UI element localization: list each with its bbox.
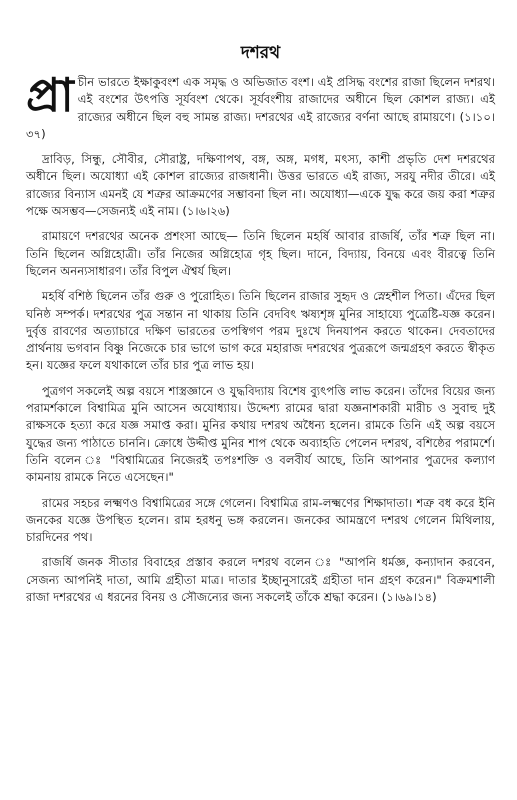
paragraph-5: পুত্রগণ সকলেই অল্প বয়সে শাস্ত্রজ্ঞানে ও যুদ্ধবিদ্যায় বিশেষ ব্যুৎপত্তি লাভ করেন। তাঁদের বিয়ের জন্য পরামর্শকালে বিশ্বামিত্র মুনি আসেন অযোধ্যায়। উদ্দেশ্য রামের দ্বারা যজ্ঞনাশকারী মারীচ ও সুবাহু দুই রাক্ষসকে হত্যা করে যজ্ঞ সমাপ্ত করা। মুনির কথায় দশরথ অধৈন্য হলেন। রামকে তিনি এই অল্প বয়সে যুদ্ধের জন্য পাঠাতে চাননি। ক্রোধে উদ্দীপ্ত মুনির শাপ থেকে অব্যাহতি পেলেন দশরথ, বশিষ্ঠের পরামর্শে। তিনি বলেন ঃ "বিশ্বামিত্রের নিজেরই তপঃশক্তি ও বলবীর্য আছে, তিনি আপনার পুত্রদের কল্যাণ কামনায় রামকে নিতে এসেছেন।": [26, 383, 495, 485]
paragraph-6: রামের সহচর লক্ষ্মণও বিশ্বামিত্রের সঙ্গে গেলেন। বিশ্বামিত্র রাম-লক্ষ্মণের শিক্ষাদাতা। শত্রু বধ করে ইনি জনকের যজ্ঞে উপস্থিত হলেন। রাম হরধনু ভঙ্গ করলেন। জনকের আমন্ত্রণে দশরথ গেলেন মিথিলায়, চারদিনের পথ।: [26, 495, 495, 545]
page-title: দশরথ: [240, 43, 281, 63]
paragraph-3: রামায়ণে দশরথের অনেক প্রশংসা আছে— তিনি ছিলেন মহর্ষি আবার রাজর্ষি, তাঁর শত্রু ছিল না। তিনি ছিলেন অগ্নিহোত্রী। তাঁর নিজের অগ্নিহোত্র গৃহ ছিল। দানে, বিদ্যায়, বিনয়ে এবং বীরত্বে তিনি ছিলেন অনন্যসাধারণ। তাঁর বিপুল ঐশ্বর্য ছিল।: [26, 229, 495, 278]
paragraph-1-text: চীন ভারতে ইক্ষাকুবংশ এক সমৃদ্ধ ও অভিজাত বংশ। এই প্রসিদ্ধ বংশের রাজা ছিলেন দশরথ। এই বংশের উৎপত্তি সূর্যবংশ থেকে। সূর্যবংশীয় রাজাদের অধীনে ছিল কোশল রাজ্য। এই রাজ্যের অধীনে ছিল বহু সামন্ত রাজ্য। দশরথের এই রাজ্যের বর্ণনা আছে রামায়ণে। (১।১০।৩৭): [26, 75, 495, 141]
drop-cap: প্রা: [26, 68, 74, 122]
paragraph-1: [26, 68, 495, 143]
paragraph-2: দ্রাবিড়, সিন্ধু, সৌবীর, সৌরাষ্ট্র, দক্ষিণাপথ, বঙ্গ, অঙ্গ, মগধ, মৎস্য, কাশী প্রভৃতি দেশ দশরথের অধীনে ছিল। অযোধ্যা এই কোশল রাজ্যের রাজধানী। উত্তর ভারতে এই রাজ্য, সরযু নদীর তীরে। এই রাজ্যের বিন্যাস এমনই যে শত্রুর আক্রমণের সম্ভাবনা ছিল না। অযোধ্যা—একে যুদ্ধ করে জয় করা শত্রুর পক্ষে অসম্ভব—সেজন্যই এই নাম। (১।৬।২৬): [26, 152, 495, 219]
paragraph-4: মহর্ষি বশিষ্ঠ ছিলেন তাঁর গুরু ও পুরোহিত। তিনি ছিলেন রাজার সুহৃদ ও স্নেহশীল পিতা। এঁদের ছিল ঘনিষ্ঠ সম্পর্ক। দশরথের পুত্র সন্তান না থাকায় তিনি বেদবিৎ ঋষ্যশৃঙ্গ মুনির সাহায্যে পুত্রেষ্টি-যজ্ঞ করেন। দুর্বৃত্ত রাবণের অত্যাচারে দক্ষিণ ভারতের তপস্বিগণ পরম দুঃখে দিনযাপন করতে থাকেন। দেবতাদের প্রার্থনায় ভগবান বিষ্ণু নিজেকে চার ভাগে ভাগ করে মহারাজ দশরথের পুত্ররূপে জন্মগ্রহণ করতে স্বীকৃত হন। যজ্ঞের ফলে যথাকালে তাঁর চার পুত্র লাভ হয়।: [26, 289, 495, 373]
paragraph-7: রাজর্ষি জনক সীতার বিবাহের প্রস্তাব করলে দশরথ বলেন ঃ "আপনি ধর্মজ্ঞ, কন্যাদান করবেন, সেজন্য আপনিই দাতা, আমি গ্রহীতা মাত্র। দাতার ইচ্ছানুসারেই গ্রহীতা দান গ্রহণ করেন।" বিক্রমশালী রাজা দশরথের এ ধরনের বিনয় ও সৌজন্যের জন্য সকলেই তাঁকে শ্রদ্ধা করেন। (১।৬৯।১৪): [26, 555, 495, 605]
